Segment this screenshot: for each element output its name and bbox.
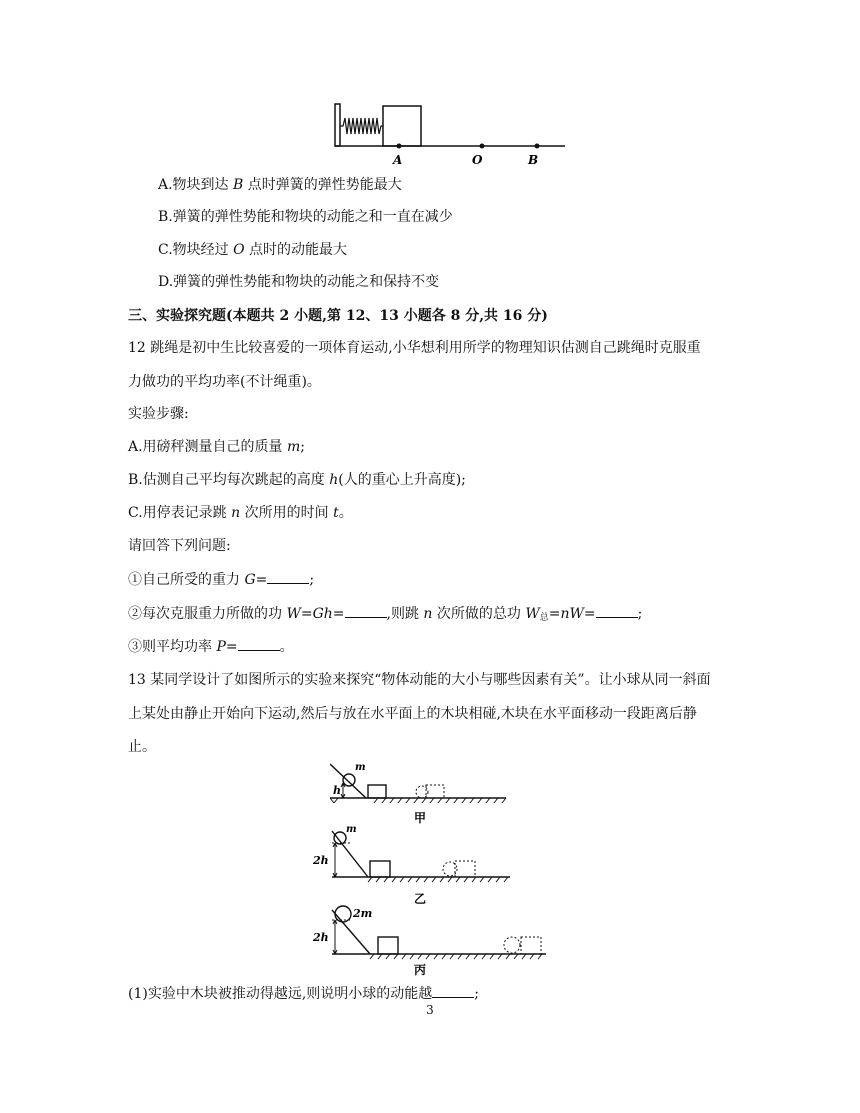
q12-steps-title: 实验步骤:: [128, 406, 189, 422]
caption-bing: 丙: [414, 963, 427, 977]
wall: [335, 104, 340, 146]
mass-label-yi: m: [346, 825, 357, 835]
blank-work-per-jump[interactable]: [345, 603, 387, 618]
blank-power[interactable]: [238, 636, 280, 651]
option-b: B.弹簧的弹性势能和物块的动能之和一直在减少: [158, 209, 453, 225]
q12-line2: 力做功的平均功率(不计绳重)。: [128, 374, 321, 390]
q13-line1: 13 某同学设计了如图所示的实验来探究“物体动能的大小与哪些因素有关”。让小球从同一斜面: [128, 672, 711, 688]
q12-step-b: B.估测自己平均每次跳起的高度 h(人的重心上升高度);: [128, 472, 466, 488]
q12-item1: ①自己所受的重力 G= ;: [128, 569, 314, 590]
caption-jia: 甲: [414, 811, 427, 825]
q12-line1: 12 跳绳是初中生比较喜爱的一项体育运动,小华想利用所学的物理知识估测自己跳绳时克服重: [128, 340, 701, 356]
q13-sub1: (1)实验中木块被推动得越远,则说明小球的动能越 ;: [128, 983, 479, 1004]
option-d: D.弹簧的弹性势能和物块的动能之和保持不变: [158, 274, 440, 290]
q12-item2: ②每次克服重力所做的功 W=Gh= ,则跳 n 次所做的总功 $W_总=nW=$ ;: [128, 603, 642, 628]
section-title: 三、实验探究题(本题共 2 小题,第 12、13 小题各 8 分,共 16 分): [128, 308, 548, 324]
block-yi: [370, 861, 390, 877]
block-bing: [378, 937, 398, 954]
figure-bing: [310, 900, 550, 980]
figure-jia: [330, 760, 510, 828]
point-a-label: A: [393, 153, 403, 167]
spring-block-figure: [325, 98, 570, 170]
block-jia: [368, 785, 386, 798]
point-o-label: O: [472, 153, 483, 167]
block: [383, 106, 421, 146]
ball-bing: [335, 906, 351, 922]
page-number: 3: [426, 1003, 434, 1017]
figure-yi: [310, 825, 515, 905]
q12-step-c: C.用停表记录跳 n 次所用的时间 t。: [128, 505, 353, 521]
mass-label-bing: 2m: [353, 907, 373, 920]
blank-total-work[interactable]: [596, 603, 638, 618]
q12-answer-prompt: 请回答下列问题:: [128, 538, 231, 554]
height-label-yi: 2h: [313, 854, 329, 867]
q13-line3: 止。: [128, 739, 156, 755]
spring: [340, 118, 383, 134]
caption-yi: 乙: [414, 892, 427, 905]
blank-gravity[interactable]: [267, 569, 309, 584]
option-c: C.物块经过 O 点时的动能最大: [158, 242, 348, 258]
height-label-bing: 2h: [313, 931, 329, 944]
height-label-jia: h: [333, 784, 341, 797]
q12-item3: ③则平均功率 P= 。: [128, 636, 294, 657]
ball-jia: [343, 774, 355, 786]
blank-kinetic-energy[interactable]: [432, 983, 474, 998]
option-a: A.物块到达 B 点时弹簧的弹性势能最大: [158, 177, 402, 193]
q12-step-a: A.用磅秤测量自己的质量 m;: [128, 439, 306, 455]
q13-line2: 上某处由静止开始向下运动,然后与放在水平面上的木块相碰,木块在水平面移动一段距离后静: [128, 706, 697, 722]
point-b-label: B: [528, 153, 539, 167]
mass-label-jia: m: [355, 762, 366, 773]
